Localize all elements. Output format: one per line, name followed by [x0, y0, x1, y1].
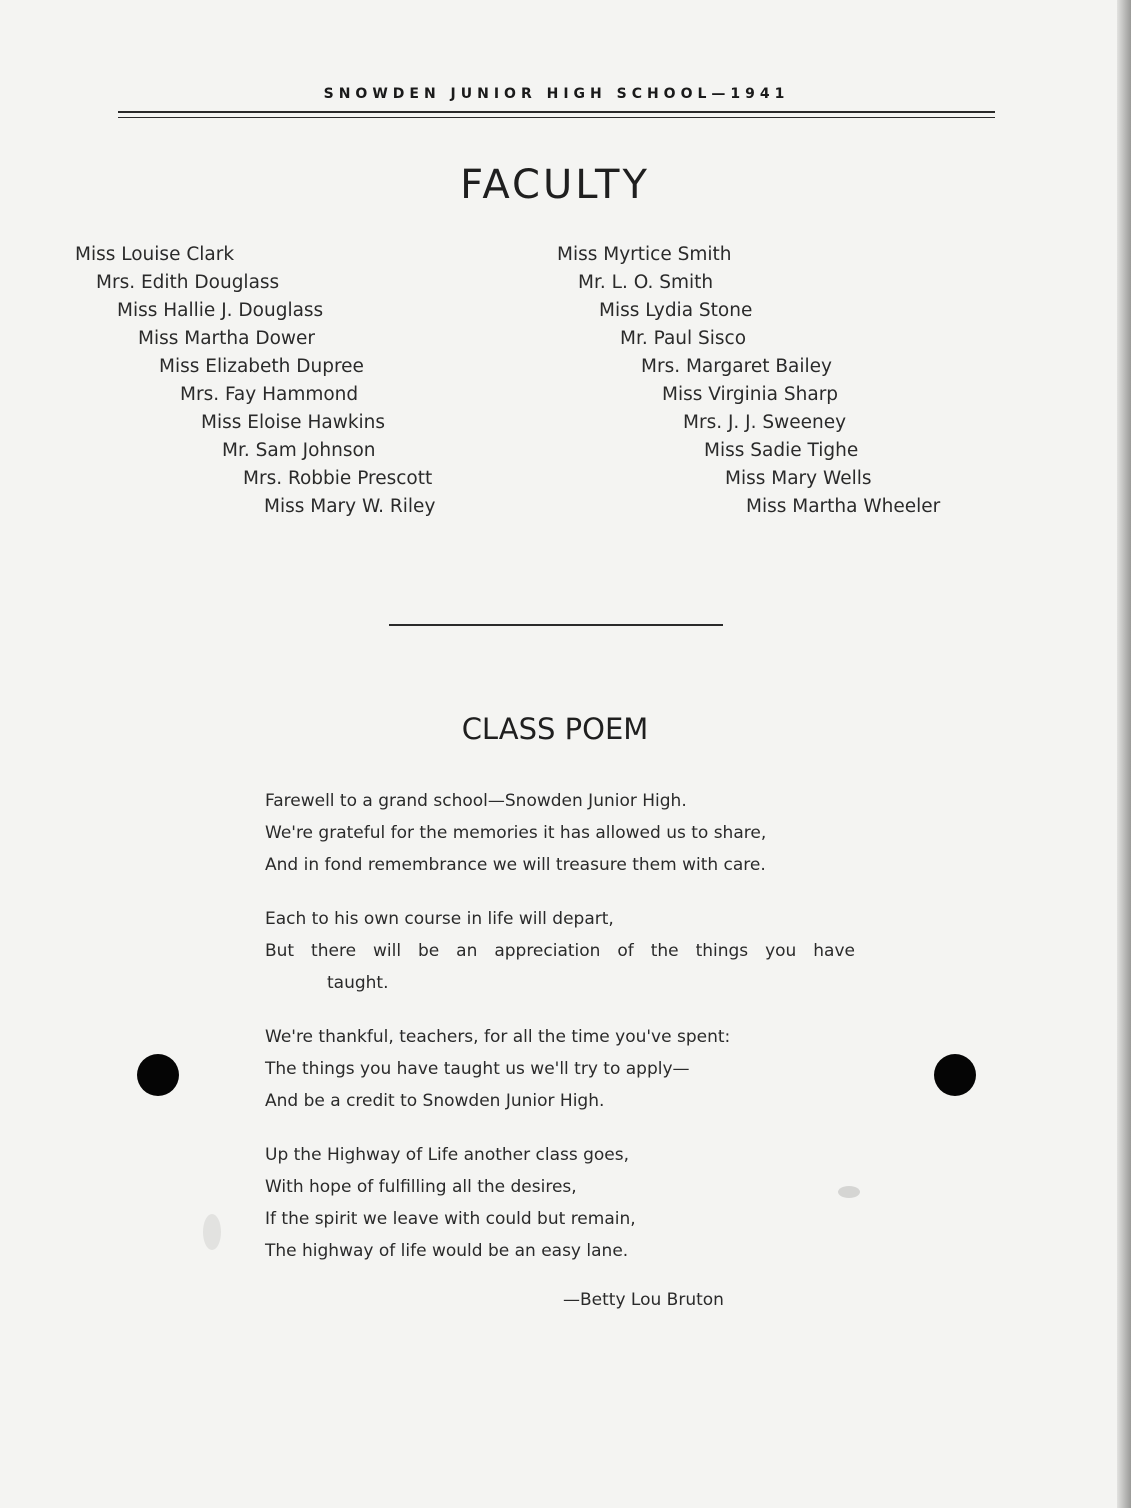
faculty-left-name: Mr. Sam Johnson: [222, 440, 376, 461]
poem-line: With hope of fulfilling all the desires,: [265, 1177, 577, 1197]
faculty-title: FACULTY: [460, 162, 650, 208]
faculty-left-name: Miss Martha Dower: [138, 328, 316, 349]
faculty-right-name: Mr. Paul Sisco: [620, 328, 747, 349]
poem-line: And in fond remembrance we will treasure them with care.: [265, 855, 766, 875]
poem-line: We're thankful, teachers, for all the time you've spent:: [265, 1027, 731, 1047]
faculty-right-name: Miss Mary Wells: [725, 468, 872, 489]
faculty-right-name: Miss Lydia Stone: [599, 300, 753, 321]
punch-hole-right: [934, 1054, 976, 1096]
faculty-left-name: Miss Eloise Hawkins: [201, 412, 386, 433]
faculty-left-name: Miss Mary W. Riley: [264, 496, 436, 517]
poem-title: CLASS POEM: [461, 712, 649, 746]
faculty-right-name: Miss Virginia Sharp: [662, 384, 839, 405]
poem-line: But there will be an appreciation of the things you have: [265, 941, 855, 961]
smudge-mark: [838, 1186, 860, 1198]
poem-line: Up the Highway of Life another class goes,: [265, 1145, 630, 1165]
poem-line: We're grateful for the memories it has allowed us to share,: [265, 823, 767, 843]
poem-line: And be a credit to Snowden Junior High.: [265, 1091, 605, 1111]
poem-stanza: [265, 1139, 855, 1267]
faculty-right-name: Mr. L. O. Smith: [578, 272, 714, 293]
page-edge-shadow: [1117, 0, 1131, 1508]
faculty-left-name: Mrs. Robbie Prescott: [243, 468, 433, 489]
faculty-right-name: Miss Martha Wheeler: [746, 496, 941, 517]
faculty-left-name: Miss Hallie J. Douglass: [117, 300, 324, 321]
faculty-left-name: Mrs. Fay Hammond: [180, 384, 359, 405]
header-rule-thick: [118, 111, 995, 113]
faculty-left-name: Miss Louise Clark: [75, 244, 235, 265]
poem-line: If the spirit we leave with could but remain,: [265, 1209, 636, 1229]
section-divider: [389, 624, 723, 626]
faculty-right-name: Mrs. J. J. Sweeney: [683, 412, 847, 433]
poem-line: Each to his own course in life will depart,: [265, 909, 614, 929]
poem-line: The highway of life would be an easy lane.: [265, 1241, 629, 1261]
poem-author: —Betty Lou Bruton: [563, 1290, 724, 1310]
poem-stanza: [265, 1021, 855, 1117]
smudge-mark: [203, 1214, 221, 1250]
poem-line: taught.: [327, 973, 389, 993]
faculty-left-name: Miss Elizabeth Dupree: [159, 356, 364, 377]
faculty-right-name: Mrs. Margaret Bailey: [641, 356, 832, 377]
poem-stanza: [265, 785, 855, 881]
header-rule-thin: [118, 117, 995, 118]
faculty-left-name: Mrs. Edith Douglass: [96, 272, 280, 293]
faculty-list-left: [75, 241, 435, 521]
poem-stanza: [265, 903, 855, 999]
punch-hole-left: [137, 1054, 179, 1096]
faculty-list-right: [557, 241, 940, 521]
faculty-right-name: Miss Myrtice Smith: [557, 244, 732, 265]
faculty-right-name: Miss Sadie Tighe: [704, 440, 859, 461]
poem-line: The things you have taught us we'll try to apply—: [265, 1059, 690, 1079]
poem-line: Farewell to a grand school—Snowden Junior High.: [265, 791, 687, 811]
running-header: SNOWDEN JUNIOR HIGH SCHOOL—1941: [323, 86, 790, 102]
class-poem: [265, 785, 855, 1289]
